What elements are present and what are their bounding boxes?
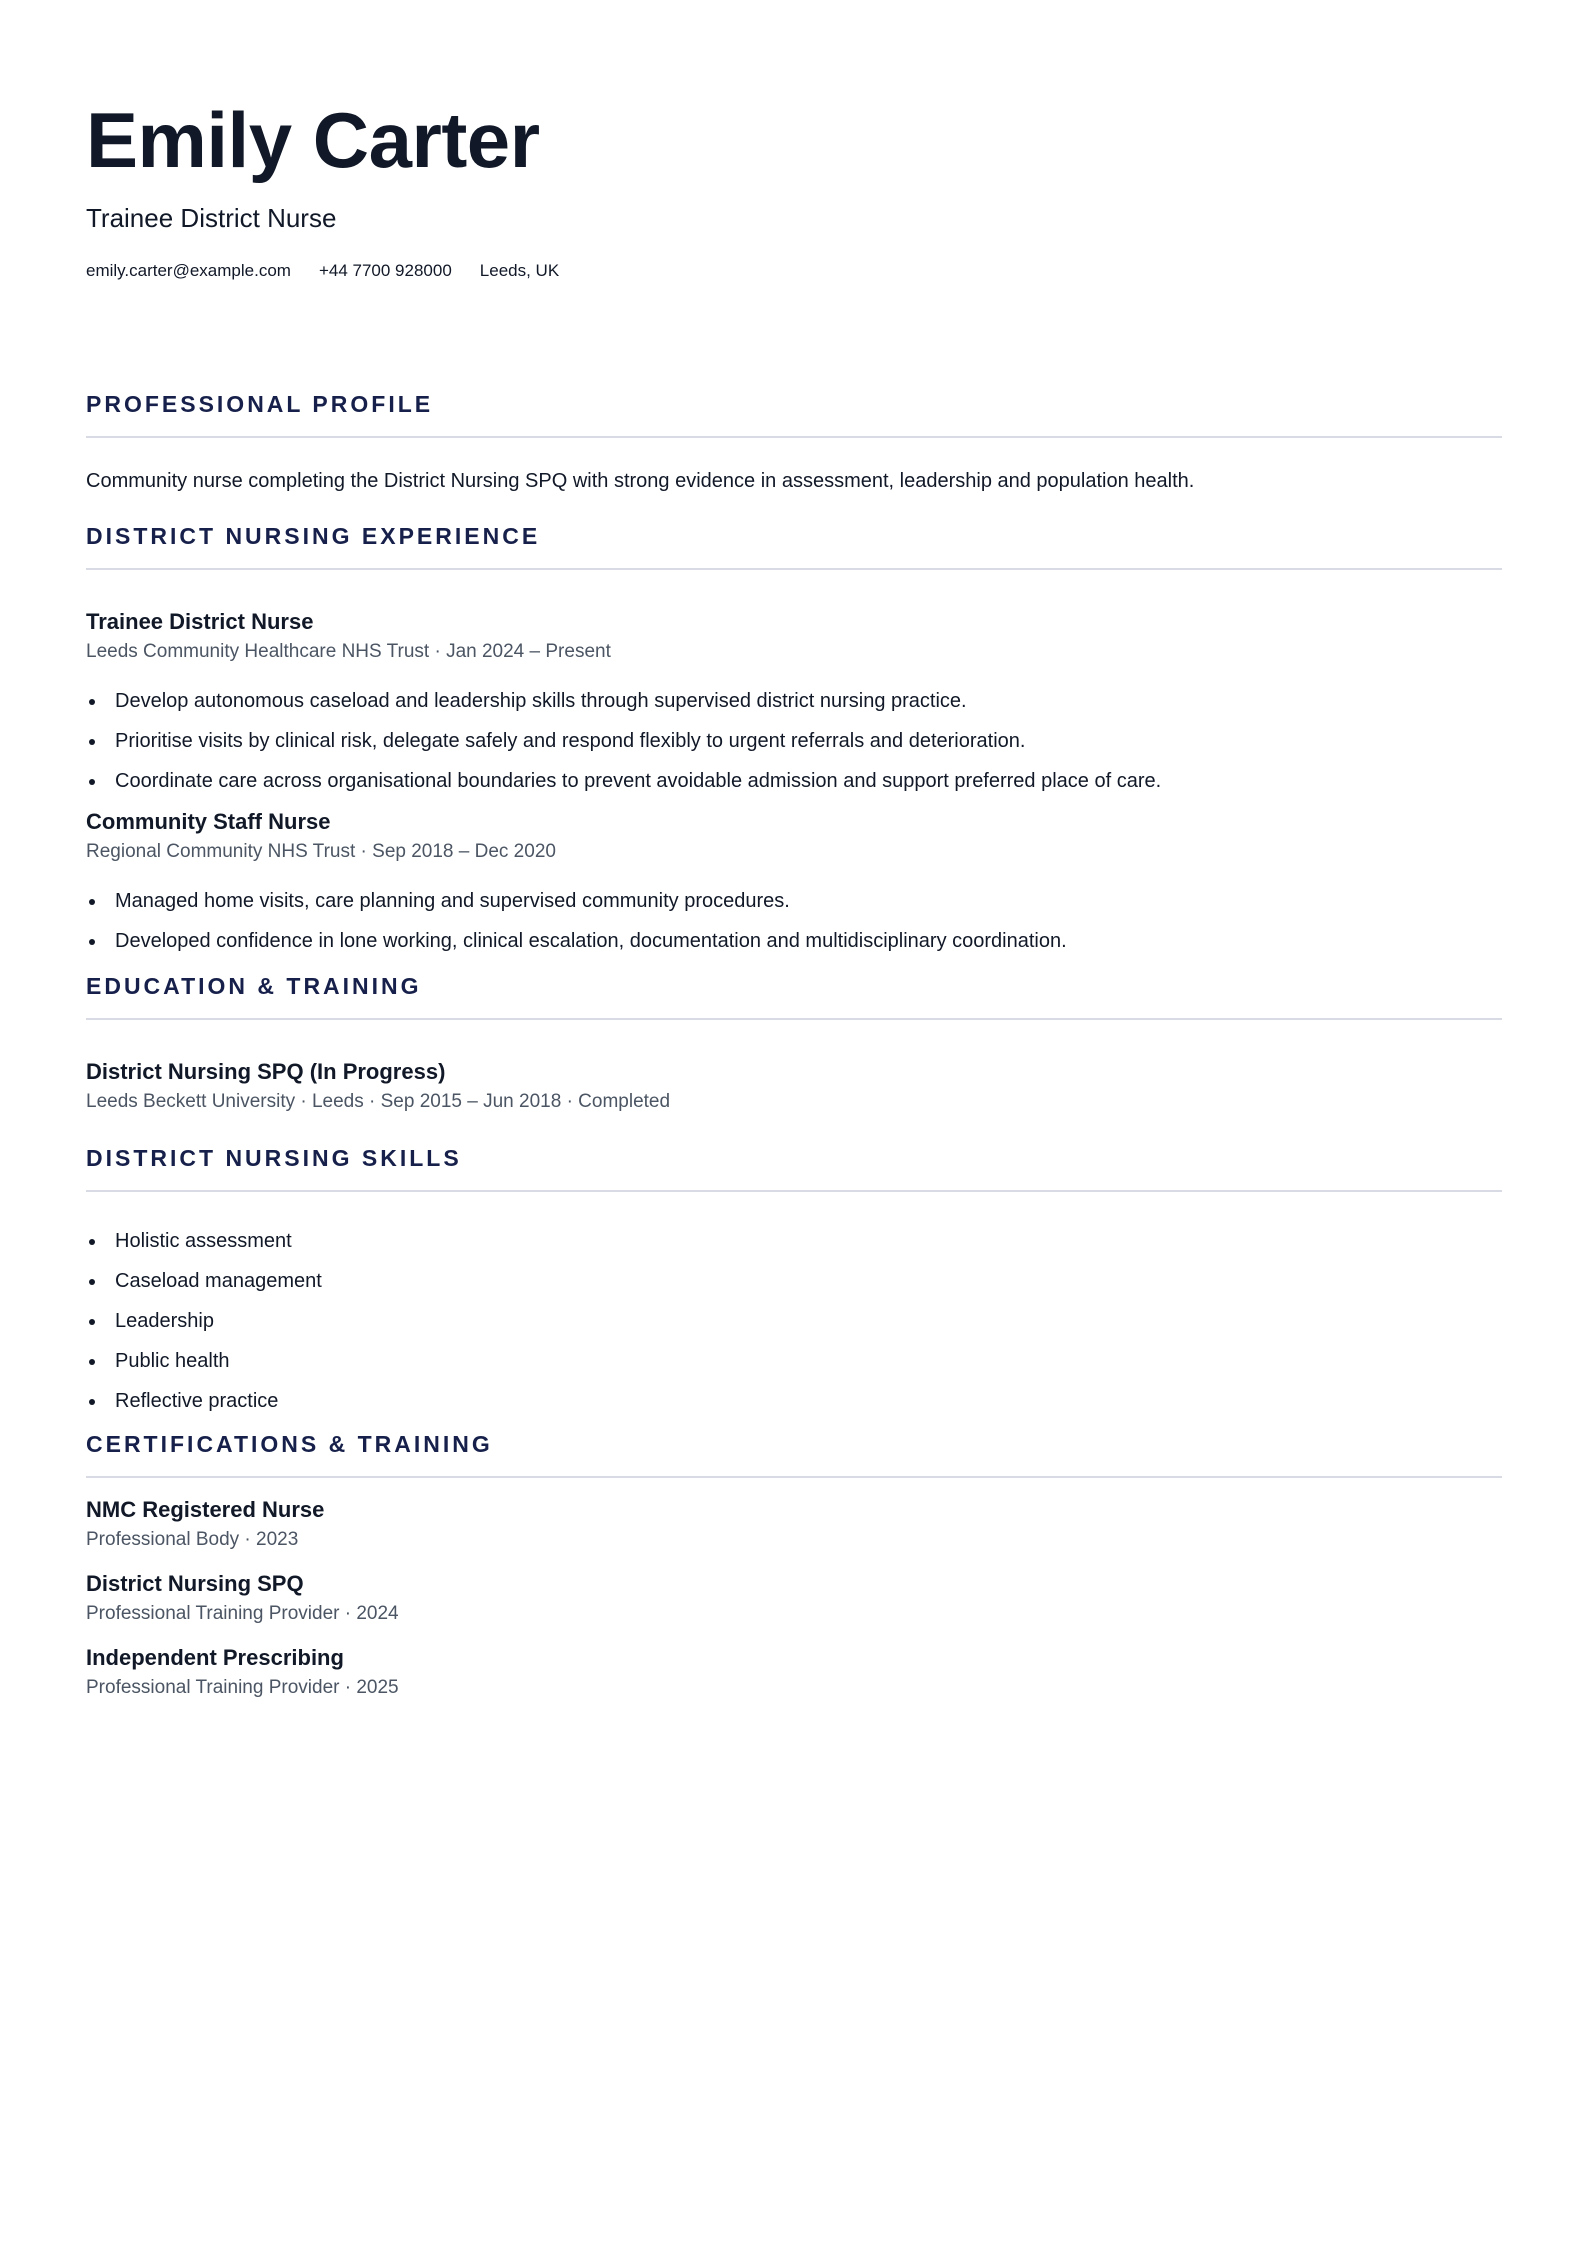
certification-entry <box>86 1570 1502 1626</box>
section-title: DISTRICT NURSING SKILLS <box>86 1145 462 1171</box>
skill-item: Leadership <box>86 1308 1502 1334</box>
skills-section <box>86 1144 1502 1414</box>
section-divider <box>86 436 1502 438</box>
certification-name: District Nursing SPQ <box>86 1571 304 1596</box>
education-section <box>86 972 1502 1114</box>
certification-meta: Professional Body · 2023 <box>86 1529 299 1550</box>
section-divider <box>86 1476 1502 1478</box>
skill-item: Reflective practice <box>86 1388 1502 1414</box>
section-divider <box>86 1190 1502 1192</box>
profile-section <box>86 390 1502 494</box>
skill-item: Public health <box>86 1348 1502 1374</box>
certification-entry <box>86 1496 1502 1552</box>
education-qualification: District Nursing SPQ (In Progress) <box>86 1059 446 1084</box>
resume-header <box>86 96 1502 282</box>
job-bullet: Coordinate care across organisational boundaries to prevent avoidable admission and support preferred place of care. <box>86 768 1502 794</box>
job-bullet: Managed home visits, care planning and supervised community procedures. <box>86 888 1502 914</box>
contact-line <box>86 260 1502 282</box>
certifications-section <box>86 1430 1502 1700</box>
skill-item: Holistic assessment <box>86 1228 1502 1254</box>
contact-email[interactable]: emily.carter@example.com <box>86 261 291 280</box>
experience-entry <box>86 808 1502 954</box>
job-bullets <box>86 888 1502 954</box>
job-bullet: Developed confidence in lone working, clinical escalation, documentation and multidisciplinary coordination. <box>86 928 1502 954</box>
section-title: EDUCATION & TRAINING <box>86 973 422 999</box>
section-divider <box>86 1018 1502 1020</box>
job-meta: Leeds Community Healthcare NHS Trust · Jan 2024 – Present <box>86 641 611 662</box>
certification-entry <box>86 1644 1502 1700</box>
candidate-headline: Trainee District Nurse <box>86 203 337 233</box>
certification-meta: Professional Training Provider · 2025 <box>86 1677 399 1698</box>
education-meta: Leeds Beckett University · Leeds · Sep 2015 – Jun 2018 · Completed <box>86 1091 671 1112</box>
profile-summary: Community nurse completing the District Nursing SPQ with strong evidence in assessment, leadership and population health. <box>86 470 1195 492</box>
education-entry <box>86 1058 1502 1114</box>
job-bullets <box>86 688 1502 794</box>
contact-location: Leeds, UK <box>479 261 560 280</box>
section-divider <box>86 568 1502 570</box>
section-title: DISTRICT NURSING EXPERIENCE <box>86 523 541 549</box>
job-meta: Regional Community NHS Trust · Sep 2018 – Dec 2020 <box>86 841 556 862</box>
certification-name: Independent Prescribing <box>86 1645 344 1670</box>
experience-section <box>86 522 1502 954</box>
job-role: Community Staff Nurse <box>86 809 331 834</box>
skills-list <box>86 1228 1502 1414</box>
job-role: Trainee District Nurse <box>86 609 314 634</box>
certification-meta: Professional Training Provider · 2024 <box>86 1603 399 1624</box>
section-title: PROFESSIONAL PROFILE <box>86 391 434 417</box>
job-bullet: Develop autonomous caseload and leadership skills through supervised district nursing practice. <box>86 688 1502 714</box>
skill-item: Caseload management <box>86 1268 1502 1294</box>
job-bullet: Prioritise visits by clinical risk, delegate safely and respond flexibly to urgent referrals and deterioration. <box>86 728 1502 754</box>
experience-entry <box>86 608 1502 794</box>
section-title: CERTIFICATIONS & TRAINING <box>86 1431 493 1457</box>
candidate-name: Emily Carter <box>86 96 540 184</box>
certification-name: NMC Registered Nurse <box>86 1497 325 1522</box>
contact-phone[interactable]: +44 7700 928000 <box>318 261 452 280</box>
